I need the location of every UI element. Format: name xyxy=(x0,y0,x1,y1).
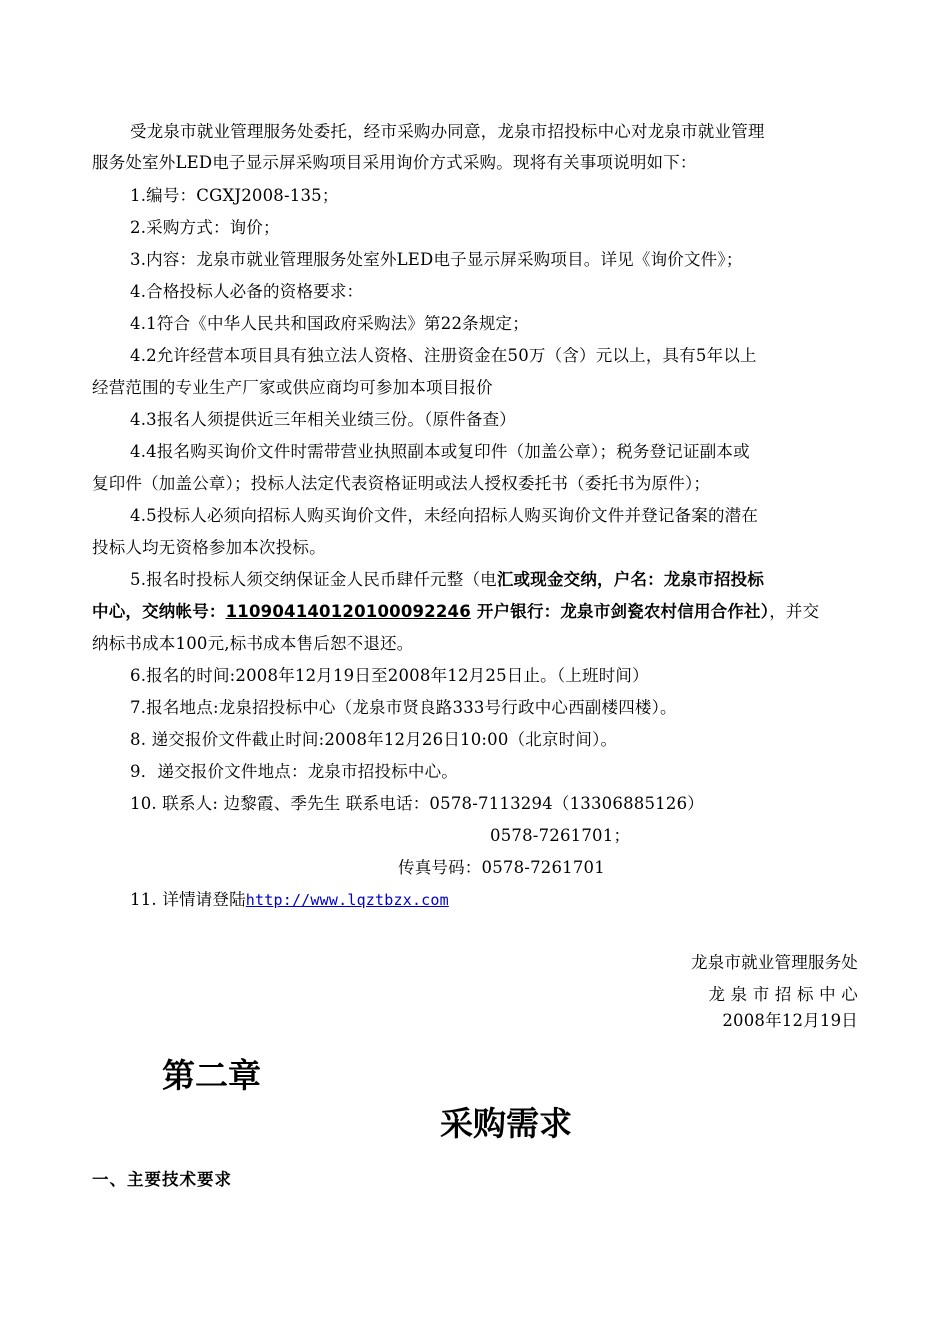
item-4-2-line-1: 4.2允许经营本项目具有独立法人资格、注册资金在50万（含）元以上，具有5年以上 xyxy=(130,346,757,365)
item-5-prefix: 5.报名时投标人须交纳保证金人民币肆仟元整（电 xyxy=(130,570,497,589)
item-5-line-1 xyxy=(130,569,858,591)
intro-line-1: 受龙泉市就业管理服务处委托，经市采购办同意，龙泉市招投标中心对龙泉市就业管理 xyxy=(130,122,765,141)
item-10-phone-2: 0578-7261701； xyxy=(490,826,631,845)
signature-org-1: 龙泉市就业管理服务处 xyxy=(691,953,858,972)
item-4-2-line-2: 经营范围的专业生产厂家或供应商均可参加本项目报价 xyxy=(92,378,493,397)
item-4-1: 4.1符合《中华人民共和国政府采购法》第22条规定； xyxy=(130,314,529,333)
item-4: 4.合格投标人必备的资格要求： xyxy=(130,282,364,301)
bank-account-number: 110904140120100092246 xyxy=(225,602,471,621)
item-3: 3.内容：龙泉市就业管理服务处室外LED电子显示屏采购项目。详见《询价文件》； xyxy=(130,250,743,269)
item-5-bold-3: 开户银行：龙泉市剑瓷农村信用合作社） xyxy=(470,602,770,621)
item-4-4-line-2: 复印件（加盖公章）；投标人法定代表资格证明或法人授权委托书（委托书为原件）； xyxy=(92,474,711,493)
intro-line-2: 服务处室外LED电子显示屏采购项目采用询价方式采购。现将有关事项说明如下： xyxy=(92,153,697,172)
item-2: 2.采购方式：询价； xyxy=(130,218,280,237)
website-link[interactable]: http://www.lqztbzx.com xyxy=(245,891,449,909)
section-heading: 一、主要技术要求 xyxy=(92,1170,232,1189)
item-1: 1.编号：CGXJ2008-135； xyxy=(130,186,339,205)
chapter-subtitle: 采购需求 xyxy=(440,1104,572,1143)
item-4-5-line-2: 投标人均无资格参加本次投标。 xyxy=(92,538,326,557)
item-4-3: 4.3报名人须提供近三年相关业绩三份。（原件备查） xyxy=(130,410,516,429)
item-10: 10. 联系人: 边黎霞、季先生 联系电话：0578-7113294（13306885126） xyxy=(130,794,704,813)
item-8: 8. 递交报价文件截止时间:2008年12月26日10:00（北京时间）。 xyxy=(130,730,618,749)
chapter-title: 第二章 xyxy=(162,1056,261,1095)
signature-date: 2008年12月19日 xyxy=(722,1011,858,1030)
item-11-prefix: 11. 详情请登陆 xyxy=(130,890,246,909)
item-5-line-2 xyxy=(92,601,858,623)
item-6: 6.报名的时间:2008年12月19日至2008年12月25日止。（上班时间） xyxy=(130,666,649,685)
item-5-bold-2: 中心，交纳帐号： xyxy=(92,602,226,621)
signature-org-2: 龙 泉 市 招 标 中 心 xyxy=(708,985,858,1004)
item-5-line-3: 纳标书成本100元,标书成本售后恕不退还。 xyxy=(92,634,414,653)
item-5-bold-1: 汇或现金交纳，户名：龙泉市招投标 xyxy=(496,570,765,589)
item-10-fax: 传真号码：0578-7261701 xyxy=(398,858,605,877)
item-4-5-line-1: 4.5投标人必须向招标人购买询价文件，未经向招标人购买询价文件并登记备案的潜在 xyxy=(130,506,759,525)
item-11 xyxy=(130,889,858,911)
item-9: 9．递交报价文件地点：龙泉市招投标中心。 xyxy=(130,762,458,781)
item-4-4-line-1: 4.4报名购买询价文件时需带营业执照副本或复印件（加盖公章）；税务登记证副本或 xyxy=(130,442,750,461)
item-7: 7.报名地点:龙泉招投标中心（龙泉市贤良路333号行政中心西副楼四楼）。 xyxy=(130,698,677,717)
item-5-post: ，并交 xyxy=(769,602,820,621)
